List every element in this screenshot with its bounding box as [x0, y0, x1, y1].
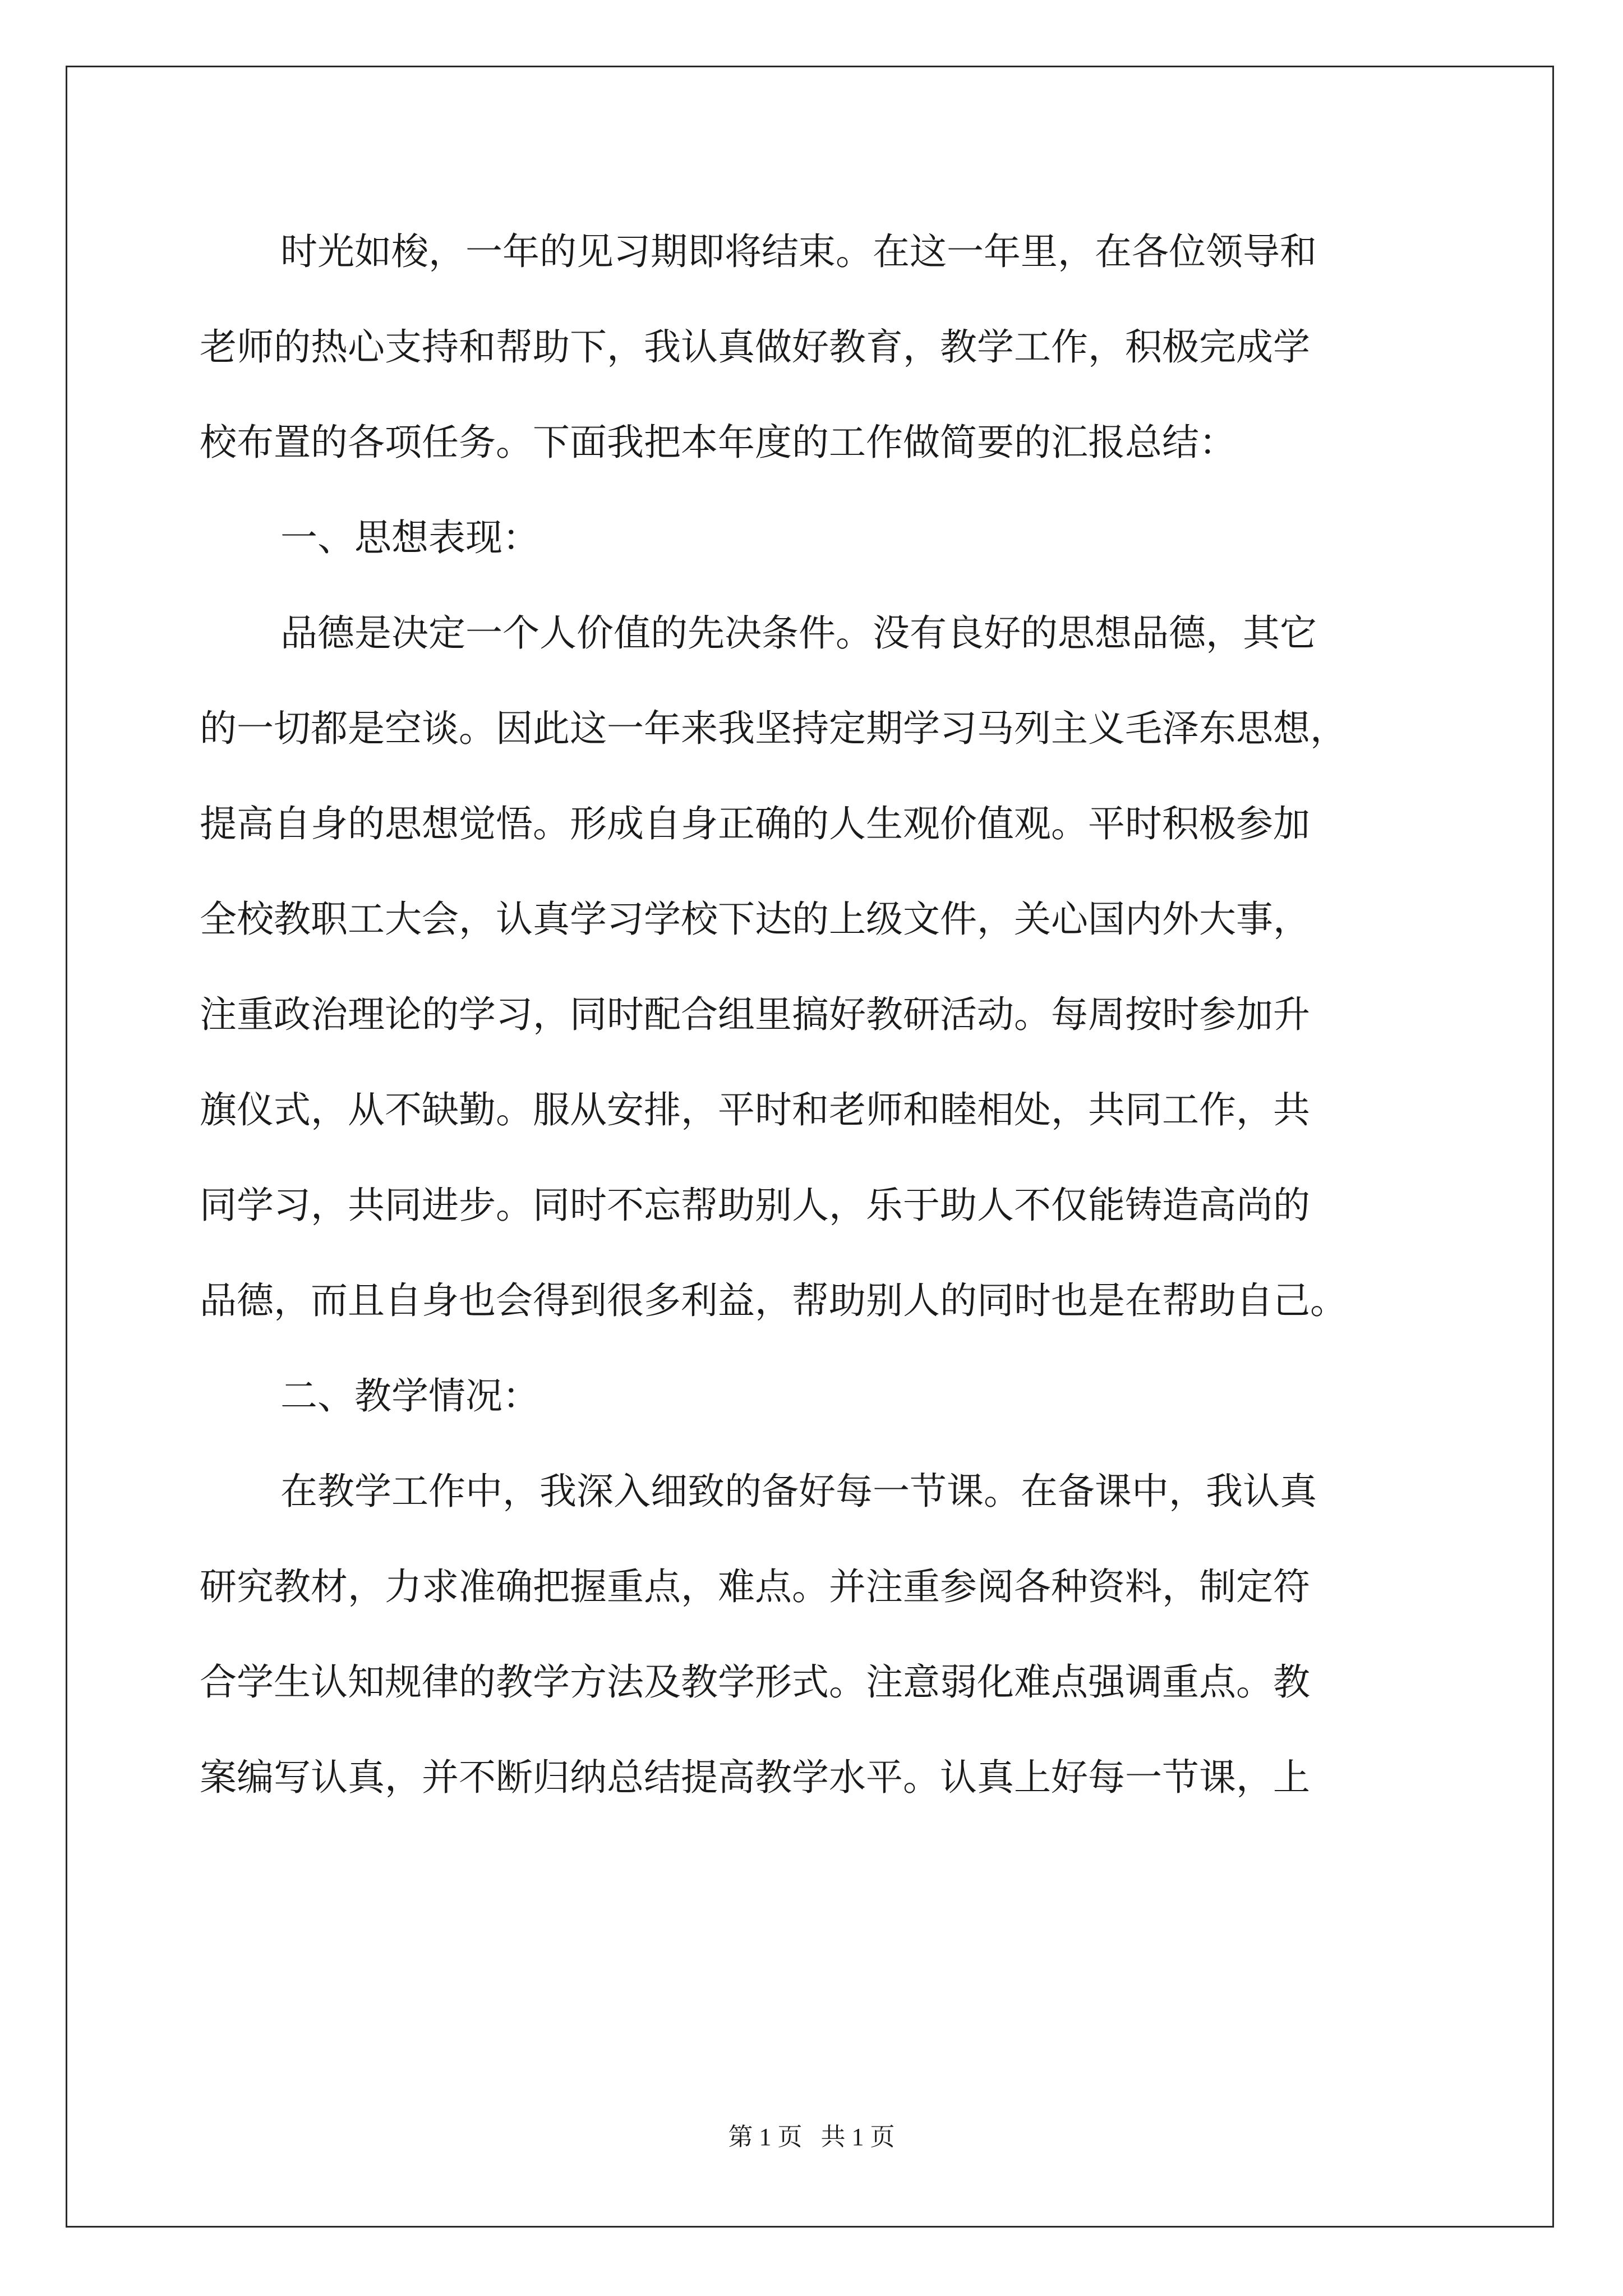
text-line: 老师的热心支持和帮助下，我认真做好教育，教学工作，积极完成学: [200, 325, 1310, 369]
text-line: 品德，而且自身也会得到很多利益，帮助别人的同时也是在帮助自己。: [200, 1279, 1347, 1322]
text-line: 品德是决定一个人价值的先决条件。没有良好的思想品德，其它: [280, 611, 1317, 655]
text-line: 注重政治理论的学习，同时配合组里搞好教研活动。每周按时参加升: [200, 993, 1310, 1036]
section-heading-thought: 一、思想表现：: [280, 516, 540, 559]
text-line: 同学习，共同进步。同时不忘帮助别人，乐于助人不仅能铸造高尚的: [200, 1184, 1310, 1227]
text-line: 的一切都是空谈。因此这一年来我坚持定期学习马列主义毛泽东思想，: [200, 707, 1347, 750]
text-line: 校布置的各项任务。下面我把本年度的工作做简要的汇报总结：: [200, 421, 1236, 464]
text-line: 在教学工作中，我深入细致的备好每一节课。在备课中，我认真: [280, 1470, 1317, 1513]
text-line: 案编写认真，并不断归纳总结提高教学水平。认真上好每一节课，上: [200, 1756, 1310, 1799]
page-number-footer: 第 1 页 共 1 页: [728, 2123, 895, 2151]
section-heading-teaching: 二、教学情况：: [280, 1374, 540, 1418]
text-line: 提高自身的思想觉悟。形成自身正确的人生观价值观。平时积极参加: [200, 802, 1310, 845]
text-line: 研究教材，力求准确把握重点，难点。并注重参阅各种资料，制定符: [200, 1565, 1310, 1608]
text-line: 全校教职工大会，认真学习学校下达的上级文件，关心国内外大事，: [200, 898, 1310, 941]
page-border: [66, 66, 1554, 2228]
text-line: 旗仪式，从不缺勤。服从安排，平时和老师和睦相处，共同工作，共: [200, 1088, 1310, 1131]
text-line: 合学生认知规律的教学方法及教学形式。注意弱化难点强调重点。教: [200, 1660, 1310, 1704]
text-line: 时光如梭，一年的见习期即将结束。在这一年里，在各位领导和: [280, 230, 1317, 273]
